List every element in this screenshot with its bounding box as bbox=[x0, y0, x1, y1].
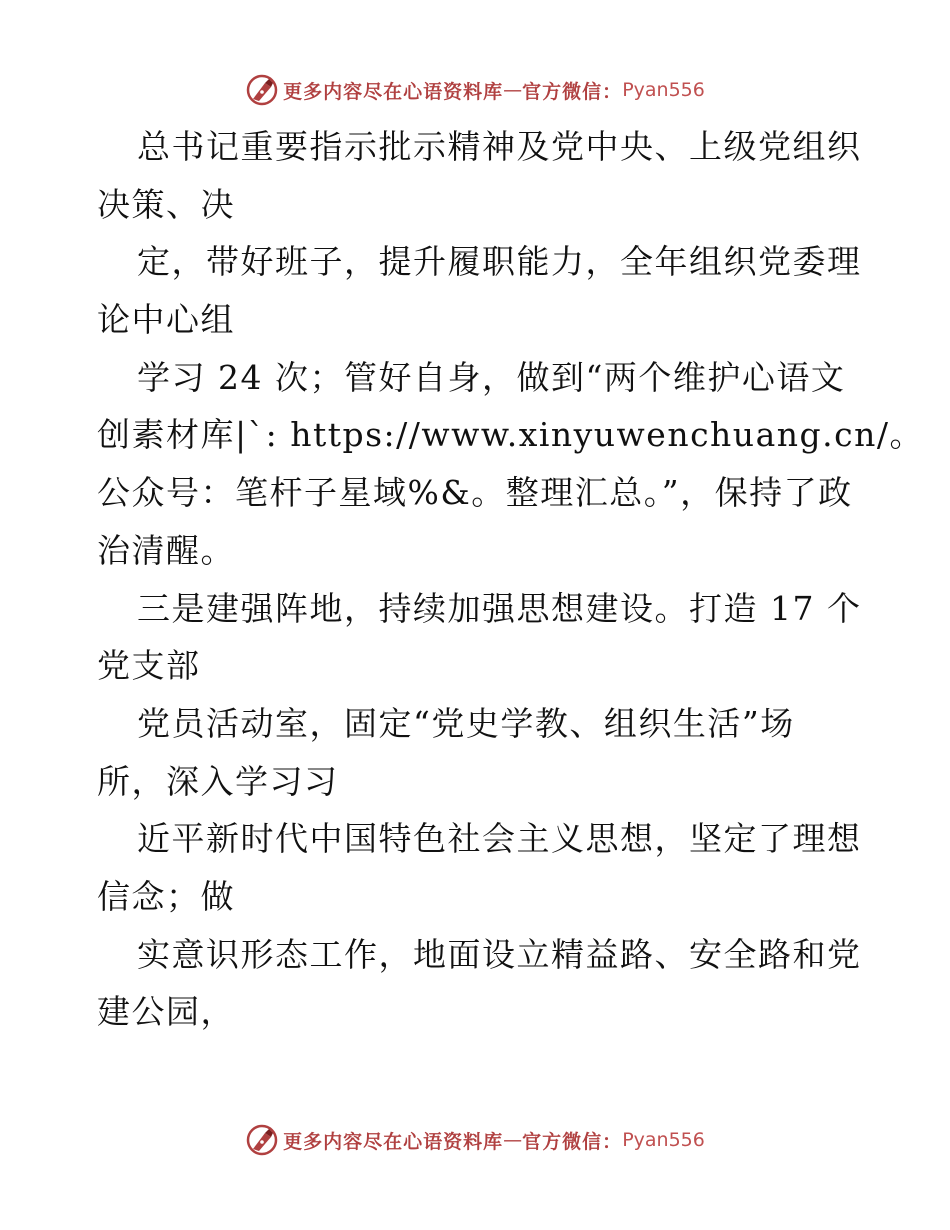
body-line: 三是建强阵地，持续加强思想建设。打造 17 个 bbox=[137, 588, 862, 628]
wechat-id: Pyan556 bbox=[622, 1129, 705, 1151]
wechat-id: Pyan556 bbox=[622, 79, 705, 101]
document-body bbox=[97, 118, 924, 1041]
body-line: 定，带好班子，提升履职能力，全年组织党委理 bbox=[137, 242, 862, 282]
body-line: 所，深入学习习 bbox=[97, 761, 339, 801]
wechat-label: 官方微信： bbox=[522, 1130, 623, 1153]
body-line: 决策、决 bbox=[97, 184, 235, 224]
body-line: 总书记重要指示批示精神及党中央、上级党组织 bbox=[137, 127, 862, 166]
body-line: 信念；做 bbox=[97, 876, 235, 916]
body-line: 学习 24 次；管好自身，做到“两个维护心语文 bbox=[137, 357, 846, 397]
body-line: 治清醒。 bbox=[97, 530, 235, 570]
body-line: 党员活动室，固定“党史学教、组织生活”场 bbox=[137, 703, 795, 743]
watermark-separator: — bbox=[503, 79, 523, 101]
pen-nib-logo-icon bbox=[245, 1123, 279, 1157]
watermark-text: 更多内容尽在心语资料库 bbox=[283, 80, 504, 103]
body-line: 建公园， bbox=[97, 992, 235, 1032]
pen-nib-logo-icon bbox=[245, 73, 279, 107]
body-line: 公众号：笔杆子星域%&。整理汇总。”，保持了政 bbox=[97, 473, 853, 513]
watermark-separator: — bbox=[503, 1129, 523, 1151]
header-watermark bbox=[0, 70, 950, 110]
footer-watermark bbox=[0, 1120, 950, 1160]
body-line: 近平新时代中国特色社会主义思想，坚定了理想 bbox=[137, 819, 862, 859]
body-line: 论中心组 bbox=[97, 300, 235, 340]
watermark-text: 更多内容尽在心语资料库 bbox=[283, 1130, 504, 1153]
wechat-label: 官方微信： bbox=[522, 80, 623, 103]
body-line: 创素材库|`: https://www.xinyuwenchuang.cn/。 bbox=[97, 415, 924, 455]
body-line: 实意识形态工作，地面设立精益路、安全路和党 bbox=[137, 934, 862, 974]
body-line: 党支部 bbox=[97, 646, 201, 686]
